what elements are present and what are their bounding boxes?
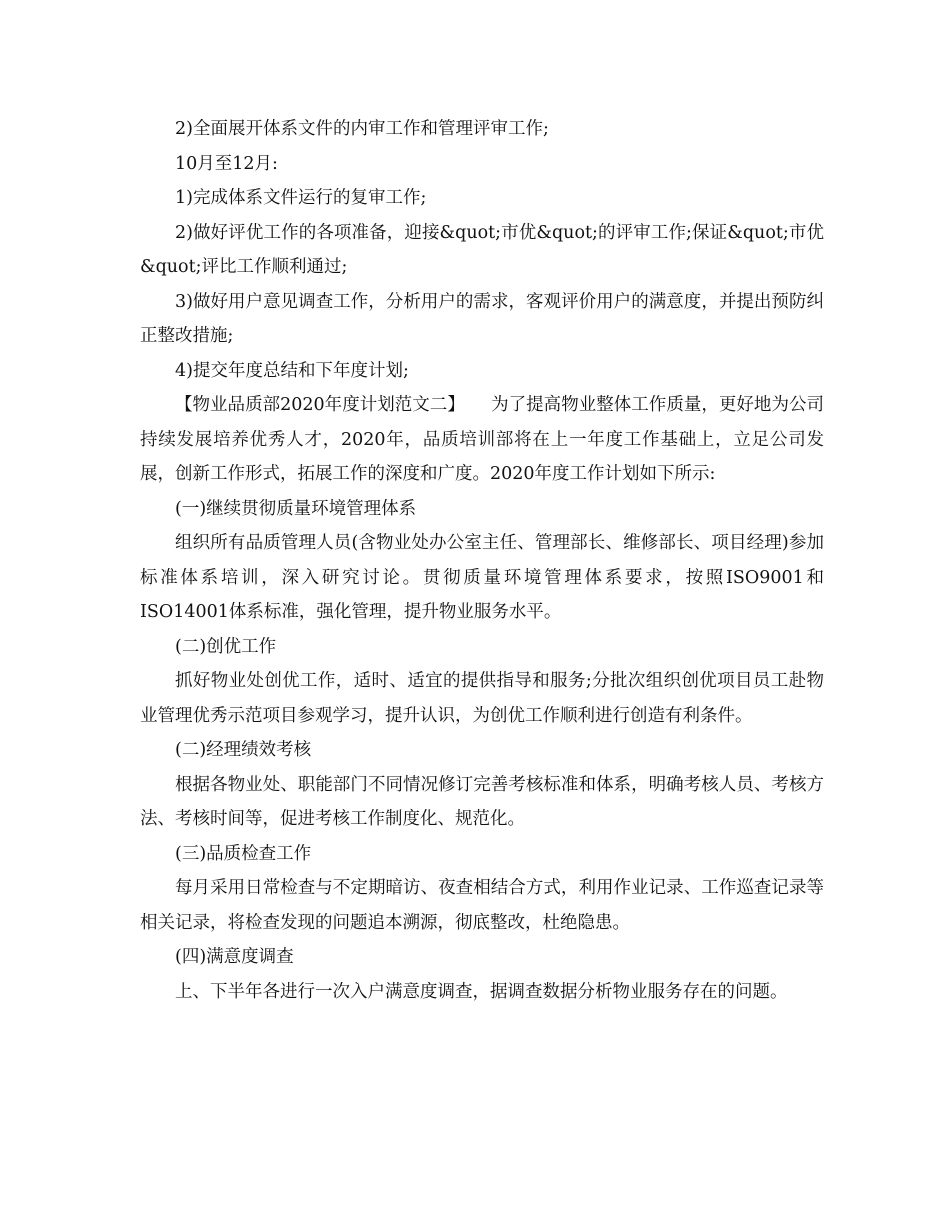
list-item-review: 1)完成体系文件运行的复审工作; (175, 188, 427, 208)
section-intro-paragraph: 【物业品质部2020年度计划范文二】 为了提高物业整体工作质量，更好地为公司持续发展培养优秀人才，2020年，品质培训部将在上一年度工作基础上，立足公司发展，创新工作形式，拓展工作的深度和广度。2020年度工作计划如下所示: (140, 395, 824, 484)
section-heading-inspection: (三)品质检查工作 (175, 843, 312, 864)
body-paragraph-inspection: 每月采用日常检查与不定期暗访、夜查相结合方式，利用作业记录、工作巡查记录等相关记录，将检查发现的问题追本溯源，彻底整改，杜绝隐患。 (140, 878, 824, 933)
body-paragraph-satisfaction: 上、下半年各进行一次入户满意度调查，据调查数据分析物业服务存在的问题。 (175, 981, 788, 1002)
section-heading-satisfaction: (四)满意度调查 (175, 947, 294, 967)
body-paragraph-award-work: 抓好物业处创优工作，适时、适宜的提供指导和服务;分批次组织创优项目员工赴物业管理优秀示范项目参观学习，提升认识，为创优工作顺利进行创造有利条件。 (140, 671, 824, 726)
list-item-annual-summary: 4)提交年度总结和下年度计划; (175, 360, 409, 381)
list-item-internal-audit: 2)全面展开体系文件的内审工作和管理评审工作; (175, 119, 549, 139)
list-item-user-survey: 3)做好用户意见调查工作，分析用户的需求，客观评价用户的满意度，并提出预防纠正整改措施; (140, 291, 824, 346)
list-item-award-prep: 2)做好评优工作的各项准备，迎接&quot;市优&quot;的评审工作;保证&quot;市优&quot;评比工作顺利通过; (140, 222, 824, 277)
document-page (140, 112, 824, 1009)
body-paragraph-performance: 根据各物业处、职能部门不同情况修订完善考核标准和体系，明确考核人员、考核方法、考核时间等，促进考核工作制度化、规范化。 (140, 774, 824, 829)
period-heading-oct-dec: 10月至12月: (175, 153, 278, 174)
section-heading-performance: (二)经理绩效考核 (175, 740, 312, 760)
section-heading-award-work: (二)创优工作 (175, 636, 277, 657)
body-paragraph-quality-system: 组织所有品质管理人员(含物业处办公室主任、管理部长、维修部长、项目经理)参加标准体系培训，深入研究讨论。贯彻质量环境管理体系要求，按照ISO9001和ISO14001体系标准，强化管理，提升物业服务水平。 (140, 533, 824, 622)
section-heading-quality-system: (一)继续贯彻质量环境管理体系 (175, 498, 417, 519)
